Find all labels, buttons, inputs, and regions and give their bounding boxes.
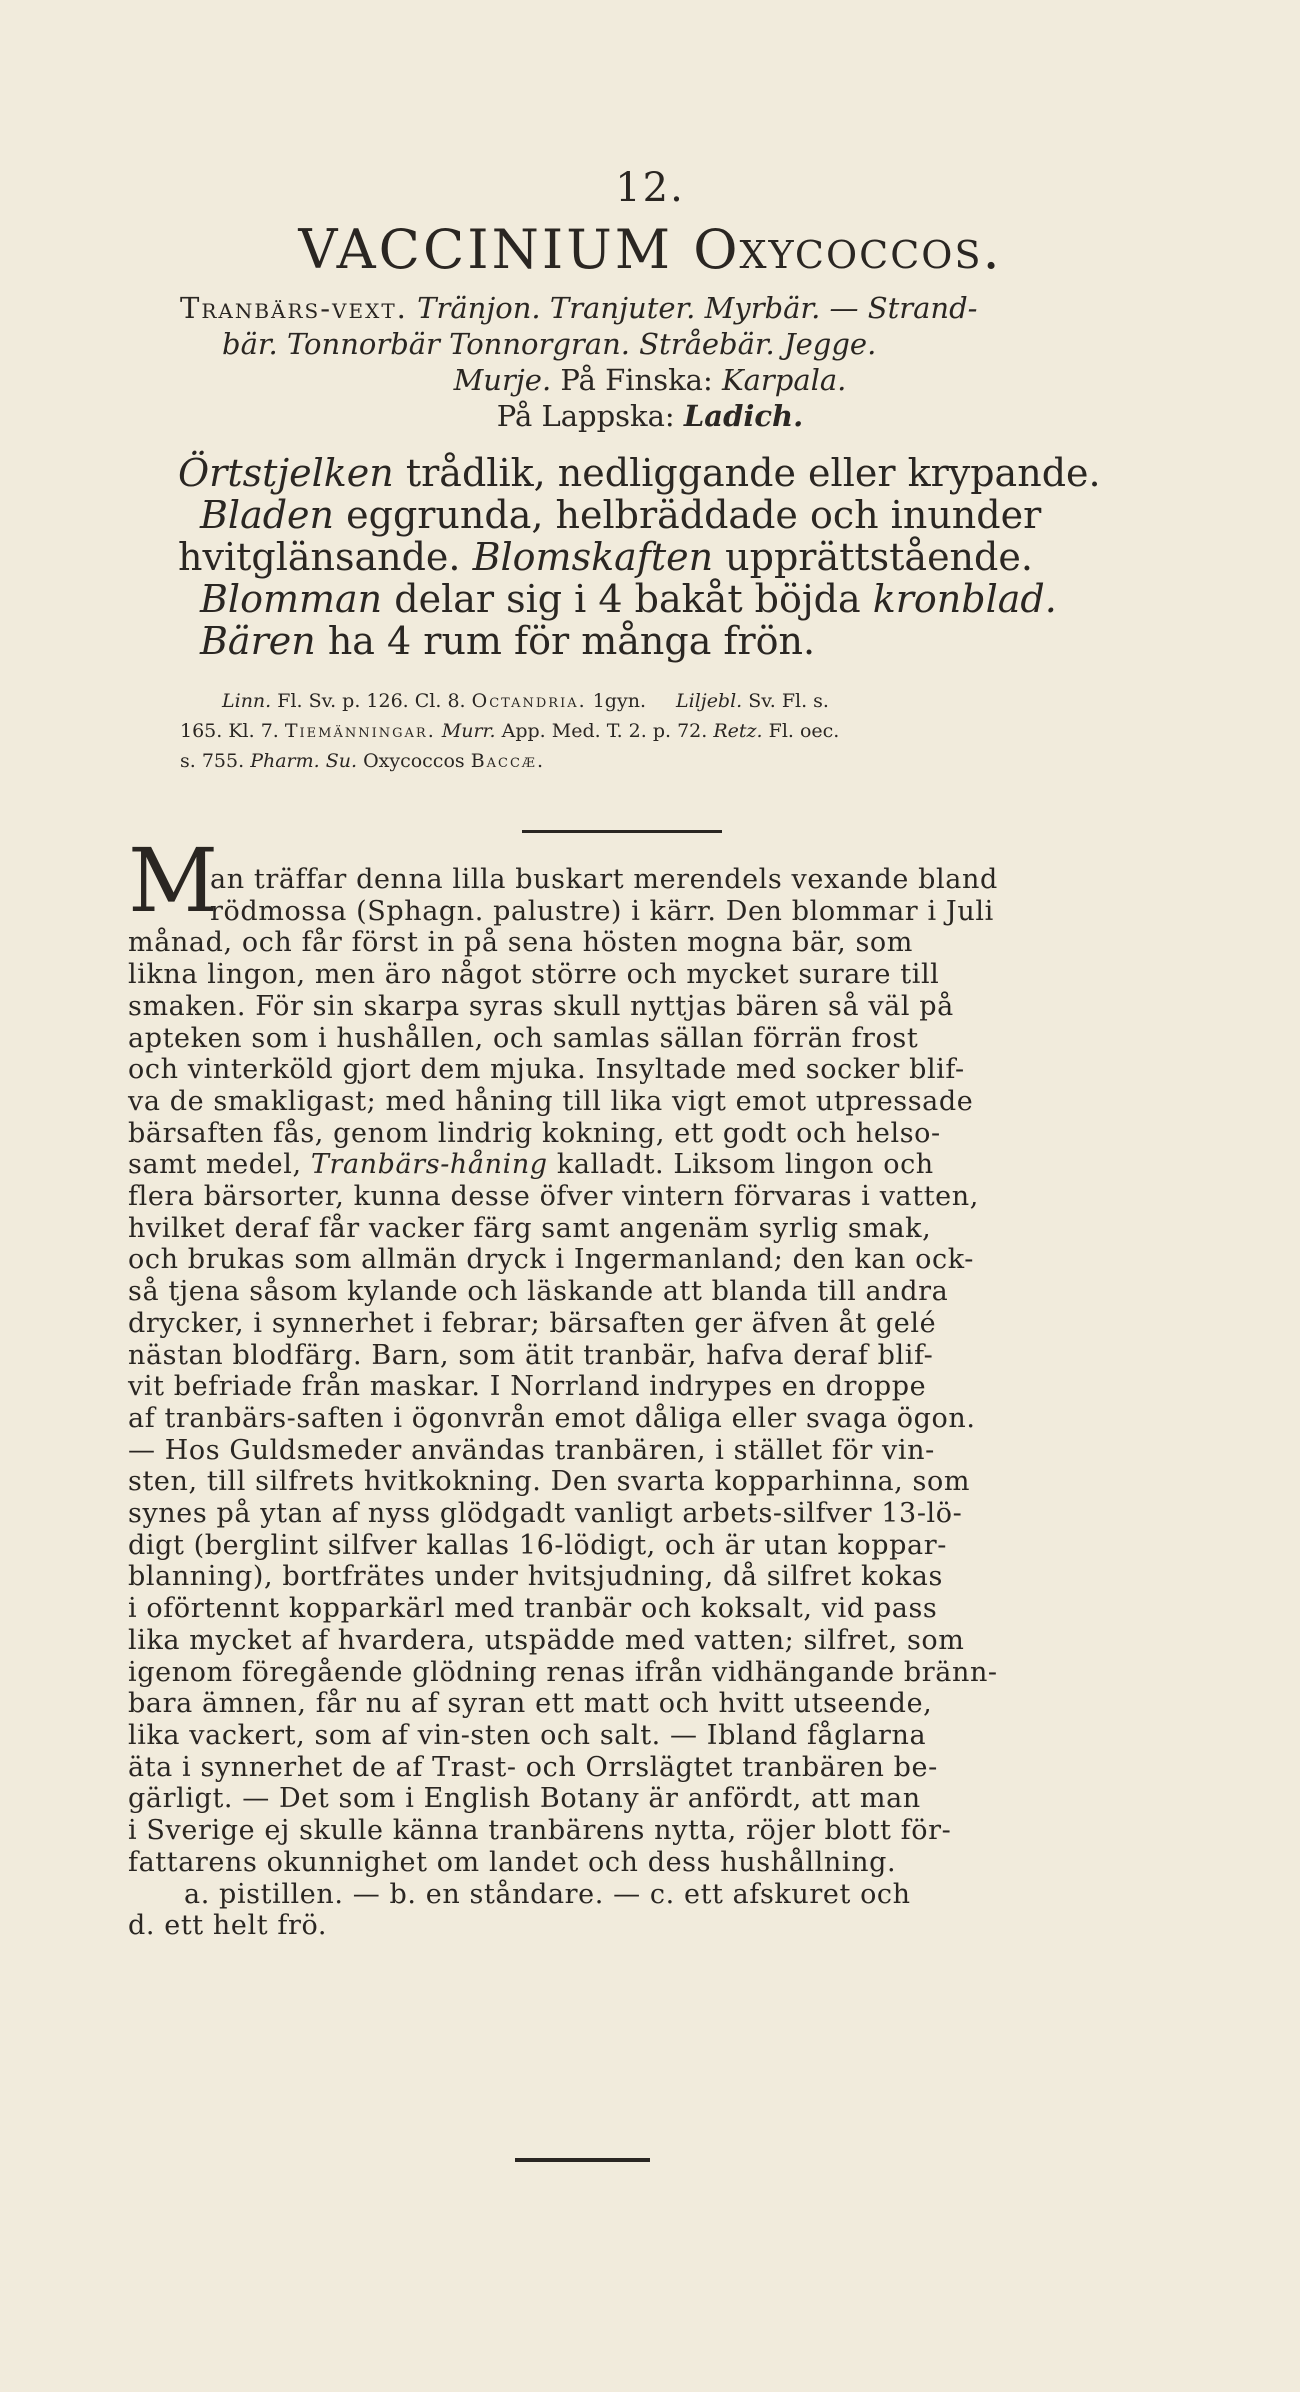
- body-line: rödmossa (Sphagn. palustre) i kärr. Den blommar i Juli: [210, 895, 994, 927]
- body-line: i Sverige ej skulle känna tranbärens nytta, röjer blott för-: [128, 1815, 952, 1847]
- description-row: hvitglänsande. Blomskaften upprättstående.: [178, 535, 1033, 579]
- body-line: likna lingon, men äro något större och mycket surare till: [128, 959, 940, 991]
- names-row: Tranbärs-vext. Tränjon. Tranjuter. Myrbär. — Strand-: [180, 291, 978, 325]
- names-row: bär. Tonnorbär Tonnorgran. Stråebär. Jegge.: [222, 327, 877, 361]
- body-line: af tranbärs-saften i ögonvrån emot dåliga eller svaga ögon.: [128, 1402, 976, 1434]
- names-row: På Lappska: Ladich.: [496, 399, 804, 433]
- body-line: nästan blodfärg. Barn, som ätit tranbär, hafva deraf blif-: [128, 1339, 934, 1371]
- body-line: äta i synnerhet de af Trast- och Orrslägtet tranbären be-: [128, 1751, 938, 1783]
- figure-legend: a. pistillen. — b. en ståndare. — c. ett afskuret och: [184, 1878, 911, 1910]
- page-title: [0, 218, 1300, 281]
- description-row: Bären ha 4 rum för många frön.: [200, 619, 816, 663]
- body-line: bara ämnen, får nu af syran ett matt och hvitt utseende,: [128, 1688, 933, 1720]
- description-row: Örtstjelken trådlik, nedliggande eller krypande.: [178, 451, 1101, 495]
- species-name: Oxycoccos.: [693, 218, 1002, 281]
- species-description: [178, 452, 1118, 662]
- body-line: så tjena såsom kylande och läskande att blanda till andra: [128, 1276, 949, 1308]
- body-line: hvilket deraf får vacker färg samt angenäm syrlig smak,: [128, 1212, 932, 1244]
- body-line: synes på ytan af nyss glödgadt vanligt arbets-silfver 13-lö-: [128, 1498, 963, 1530]
- reference-row: Linn. Fl. Sv. p. 126. Cl. 8. Octandria. 1gyn. Liljebl. Sv. Fl. s.: [222, 690, 829, 712]
- body-line: an träffar denna lilla buskart merendels vexande bland: [210, 864, 998, 895]
- body-line: va de smakligast; med håning till lika vigt emot utpressade: [128, 1085, 974, 1117]
- body-line: samt medel, Tranbärs-håning kalladt. Liksom lingon och: [128, 1149, 934, 1181]
- body-line: igenom föregående glödning renas ifrån vidhängande bränn-: [128, 1656, 998, 1688]
- body-line: — Hos Guldsmeder användas tranbären, i stället för vin-: [128, 1434, 935, 1466]
- body-line: månad, och får först in på sena hösten mogna bär, som: [128, 927, 913, 959]
- body-line: och brukas som allmän dryck i Ingermanland; den kan ock-: [128, 1244, 974, 1276]
- description-row: Blomman delar sig i 4 bakåt böjda kronblad.: [200, 577, 1057, 621]
- body-line: bärsaften fås, genom lindrig kokning, ett godt och helso-: [128, 1117, 941, 1149]
- body-line: lika vackert, som af vin-sten och salt. — Ibland fåglarna: [128, 1719, 927, 1751]
- body-line: digt (berglint silfver kallas 16-lödigt, och är utan koppar-: [128, 1529, 947, 1561]
- body-line: lika mycket af hvardera, utspädde med vatten; silfret, som: [128, 1624, 965, 1656]
- drop-cap: M: [128, 829, 219, 932]
- body-line: gärligt. — Det som i English Botany är anfördt, att man: [128, 1783, 921, 1815]
- body-text: [128, 829, 1153, 1942]
- names-row: Murje. På Finska: Karpala.: [453, 363, 847, 397]
- genus-name: VACCINIUM: [298, 218, 674, 281]
- body-line: i oförtennt kopparkärl med tranbär och koksalt, vid pass: [128, 1593, 938, 1625]
- body-line: sten, till silfrets hvitkokning. Den svarta kopparhinna, som: [128, 1466, 971, 1498]
- body-line: apteken som i hushållen, och samlas sällan förrän frost: [128, 1022, 919, 1054]
- references: [180, 686, 1120, 776]
- figure-legend: d. ett helt frö.: [128, 1910, 328, 1942]
- divider-rule: [522, 830, 722, 833]
- body-line: och vinterköld gjort dem mjuka. Insyltade med socker blif-: [128, 1054, 965, 1086]
- body-line: fattarens okunnighet om landet och dess hushållning.: [128, 1846, 897, 1878]
- body-line: blanning), bortfrätes under hvitsjudning, då silfret kokas: [128, 1561, 943, 1593]
- page-number: 12.: [615, 165, 685, 211]
- body-line: vit befriade från maskar. I Norrland indrypes en droppe: [128, 1371, 927, 1403]
- body-line: flera bärsorter, kunna desse öfver vintern förvaras i vatten,: [128, 1181, 979, 1213]
- body-line: smaken. För sin skarpa syras skull nyttjas bären så väl på: [128, 990, 954, 1022]
- vernacular-names: [180, 290, 1120, 434]
- description-row: Bladen eggrunda, helbräddade och inunder: [200, 493, 1042, 537]
- end-rule: [515, 2158, 650, 2162]
- reference-row: s. 755. Pharm. Su. Oxycoccos Baccæ.: [180, 750, 545, 772]
- body-line: drycker, i synnerhet i febrar; bärsaften ger äfven åt gelé: [128, 1307, 937, 1339]
- reference-row: 165. Kl. 7. Tiemänningar. Murr. App. Med. T. 2. p. 72. Retz. Fl. oec.: [180, 720, 840, 742]
